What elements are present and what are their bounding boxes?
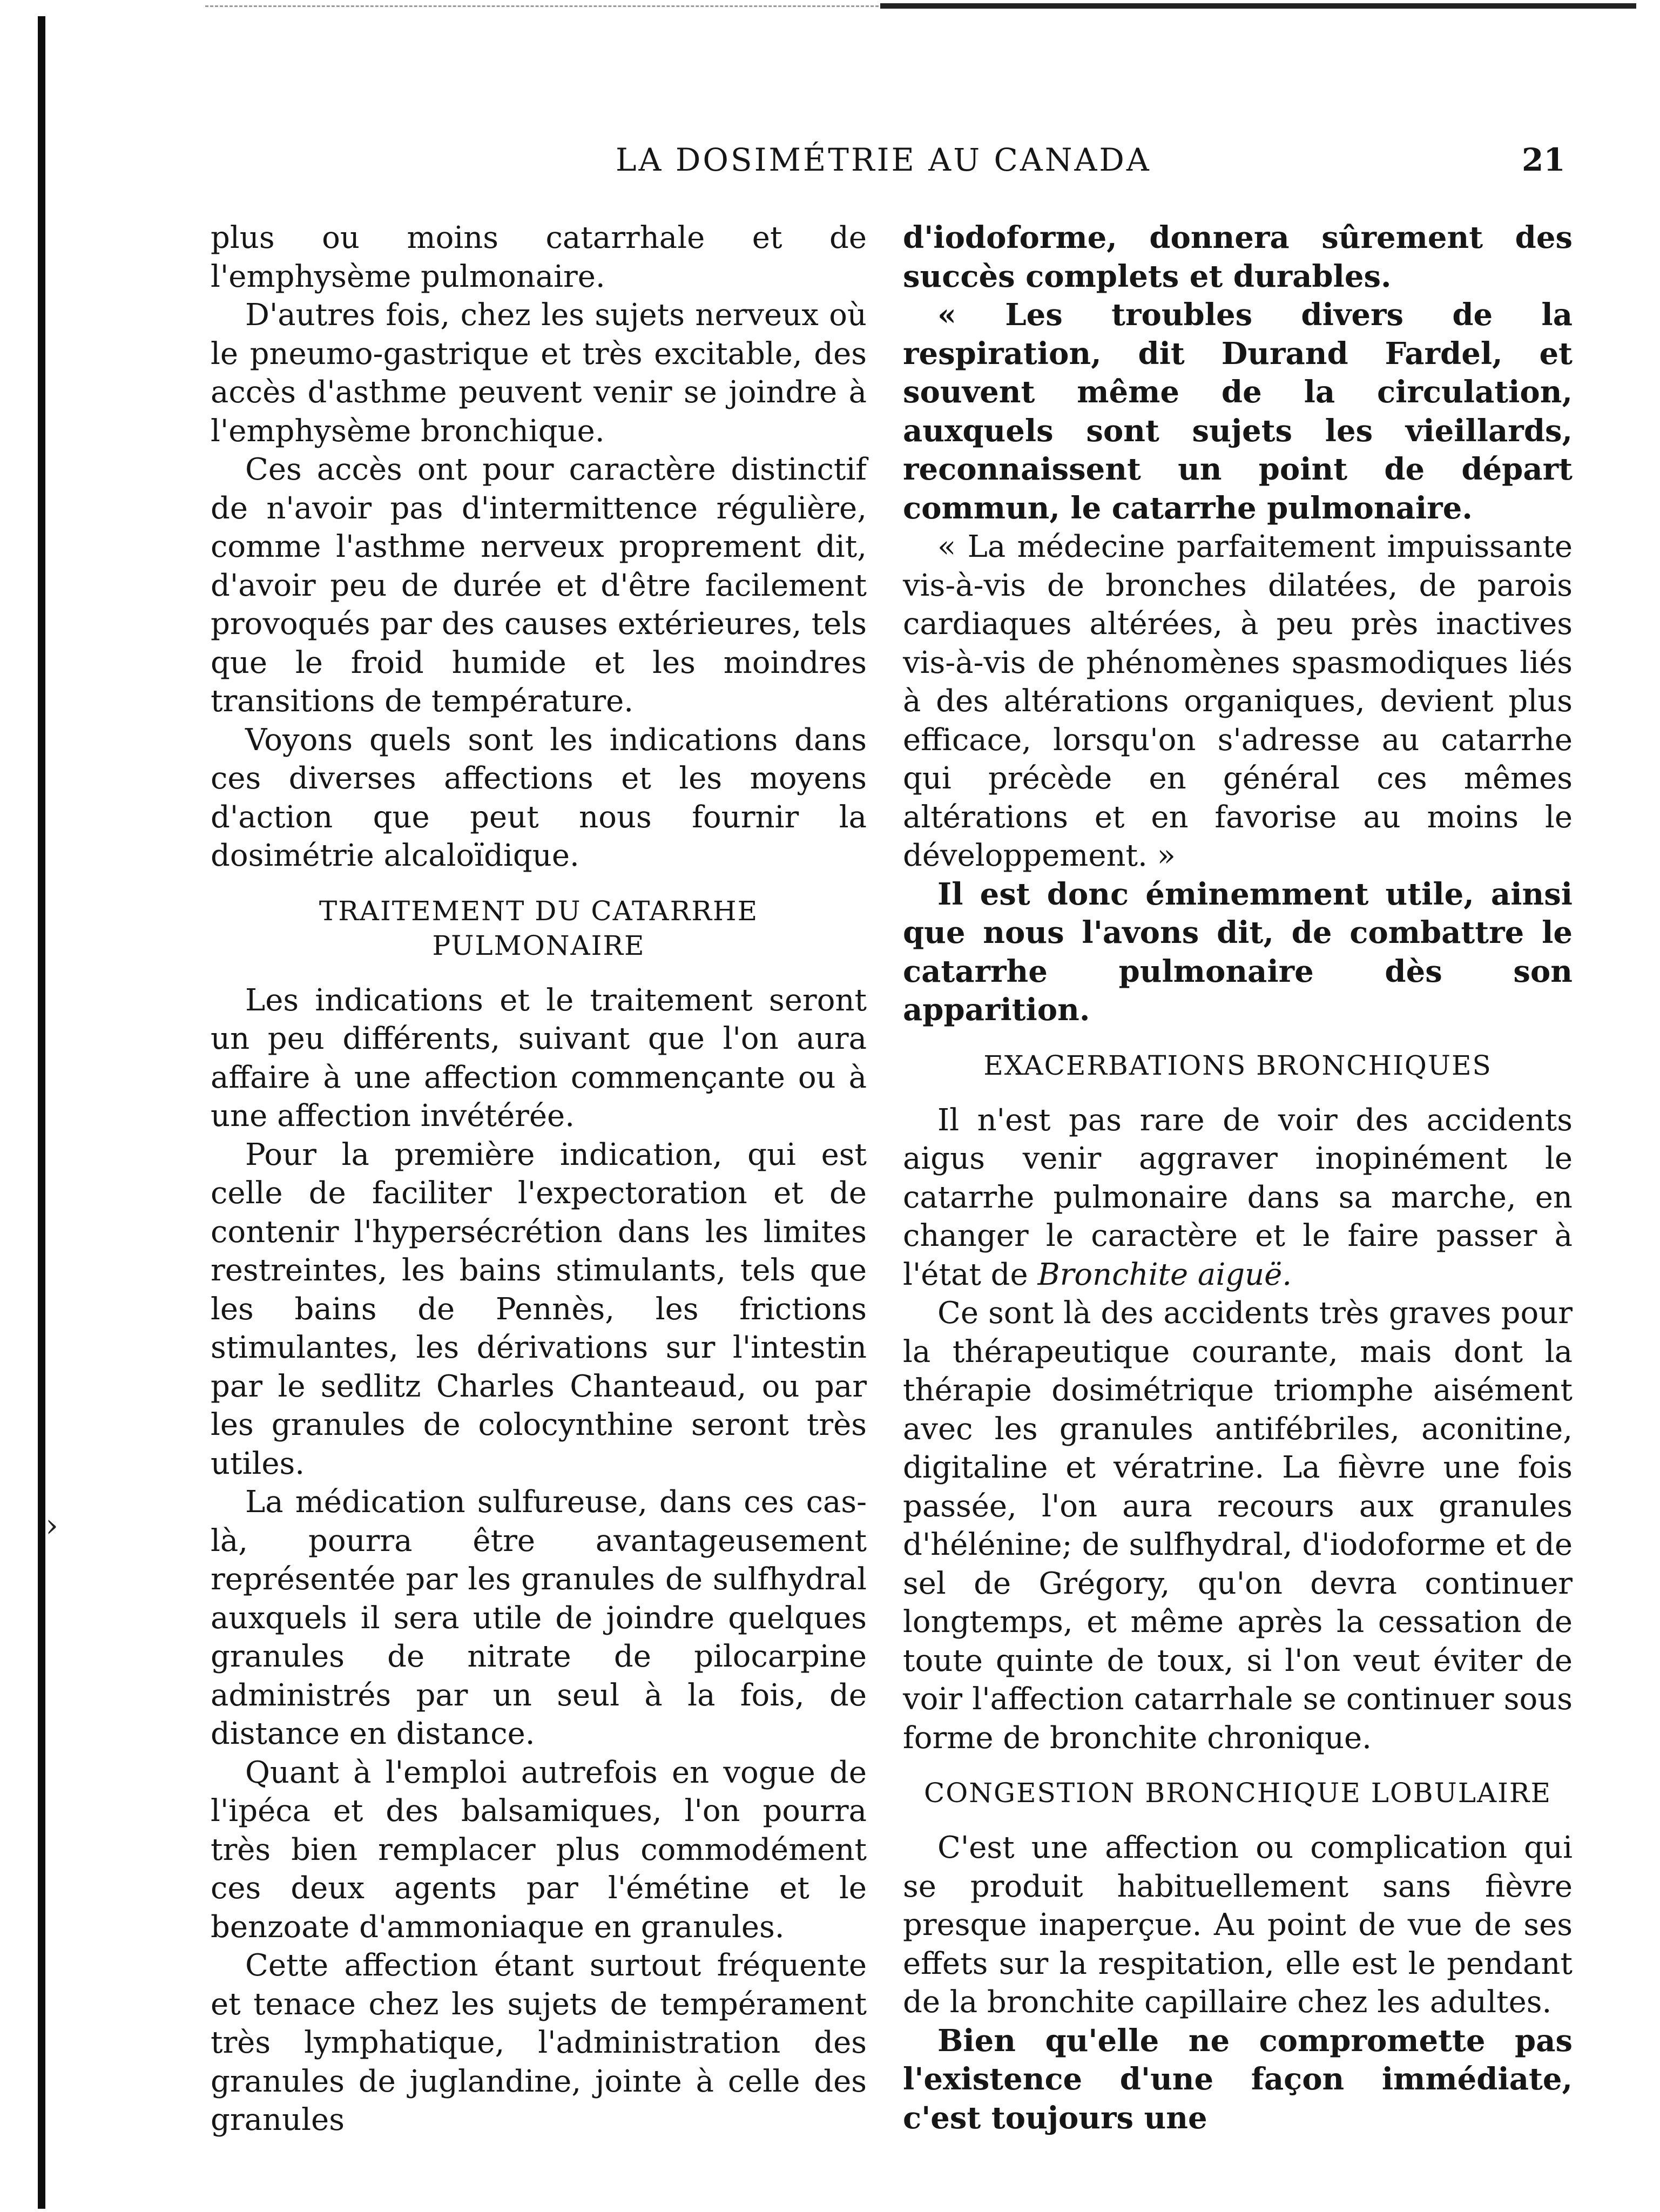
page-number: 21 (1522, 141, 1565, 178)
left-column (211, 219, 867, 2140)
italic-term: Bronchite aiguë. (1037, 1257, 1292, 1292)
section-heading: EXACERBATIONS BRONCHIQUES (983, 1049, 1492, 1081)
margin-mark: › (45, 1507, 58, 1545)
right-column (903, 219, 1573, 2137)
paragraph: Cette affection étant surtout fréquente et tenace chez les sujets de tempérament très lymphatique, l'administration des granules de juglandine, jointe à celle des granules (211, 1948, 867, 2137)
paragraph: Pour la première indication, qui est celle de faciliter l'expectoration et de contenir l'hypersécrétion dans les limites restreintes, les bains stimulants, tels que les bains de Pennès, les frictions stimulantes, les dérivations sur l'intestin par le sedlitz Charles Chanteaud, ou par les granules de colocynthine seront très utiles. (211, 1137, 867, 1481)
section-heading: CONGESTION BRONCHIQUE LOBULAIRE (924, 1777, 1551, 1809)
paragraph: Quant à l'emploi autrefois en vogue de l'ipéca et des balsamiques, l'on pourra très bien remplacer plus commodément ces deux agents par l'émétine et le benzoate d'ammoniaque en granules. (211, 1755, 867, 1945)
paragraph: Ces accès ont pour caractère distinctif de n'avoir pas d'intermittence régulière, comme l'asthme nerveux proprement dit, d'avoir peu de durée et d'être facilement provoqués par des causes extérieures, tels que le froid humide et les moindres transitions de température. (211, 452, 867, 719)
paragraph: La médication sulfureuse, dans ces cas-là, pourra être avantageusement représentée par les granules de sulfhydral auxquels il sera utile de joindre quelques granules de nitrate de pilocarpine administrés par un seul à la fois, de distance en distance. (211, 1485, 867, 1751)
scan-edge-dark (880, 3, 1636, 9)
paragraph: D'autres fois, chez les sujets nerveux où le pneumo-gastrique et très excitable, des accès d'asthme peuvent venir se joindre à l'emphysème bronchique. (211, 298, 867, 449)
running-header: LA DOSIMÉTRIE AU CANADA (616, 141, 1151, 178)
paragraph: Il est donc éminemment utile, ainsi que nous l'avons dit, de combattre le catarrhe pulmonaire dès son apparition. (903, 876, 1573, 1028)
paragraph: d'iodoforme, donnera sûrement des succès complets et durables. (903, 220, 1573, 294)
section-heading: TRAITEMENT DU CATARRHE PULMONAIRE (319, 895, 759, 961)
paragraph: Voyons quels sont les indications dans ces diverses affections et les moyens d'action que peut nous fournir la dosimétrie alcaloïdique. (211, 722, 867, 873)
paragraph: C'est une affection ou complication qui se produit habituellement sans fièvre presque inaperçue. Au point de vue de ses effets sur la respitation, elle est le pendant de la bronchite capillaire chez les adultes. (903, 1830, 1573, 2020)
paragraph-text: Il n'est pas rare de voir des accidents aigus venir aggraver inopinément le catarrhe pulmonaire dans sa marche, en changer le caractère et le faire passer à l'état de (903, 1102, 1573, 1292)
quote-paragraph: « Les troubles divers de la respiration, dit Durand Fardel, et souvent même de la circulation, auxquels sont sujets les vieillards, reconnaissent un point de départ commun, le catarrhe pulmonaire. (903, 297, 1573, 526)
top-scan-edge (205, 2, 1636, 6)
paragraph: Ce sont là des accidents très graves pour la thérapeutique courante, mais dont la thérapie dosimétrique triomphe aisément avec les granules antifébriles, aconitine, digitaline et vératrine. La fièvre une fois passée, l'on aura recours aux granules d'hélénine; de sulfhydral, d'iodoforme et de sel de Grégory, qu'on devra continuer longtemps, et même après la cessation de toute quinte de toux, si l'on veut éviter de voir l'affection catarrhale se continuer sous forme de bronchite chronique. (903, 1296, 1573, 1756)
paragraph: Les indications et le traitement seront un peu différents, suivant que l'on aura affaire à une affection commençante ou à une affection invétérée. (211, 982, 867, 1134)
paragraph: plus ou moins catarrhale et de l'emphysème pulmonaire. (211, 220, 867, 294)
page-binding-edge (38, 16, 45, 2209)
paragraph: Bien qu'elle ne compromette pas l'existence d'une façon immédiate, c'est toujours une (903, 2022, 1573, 2136)
paragraph (903, 1101, 1573, 1294)
quote-paragraph: « La médecine parfaitement impuissante vis-à-vis de bronches dilatées, de parois cardiaques altérées, à peu près inactives vis-à-vis de phénomènes spasmodiques liés à des altérations organiques, devient plus efficace, lorsqu'on s'adresse au catarrhe qui précède en général ces mêmes altérations et en favorise au moins le développement. » (903, 529, 1573, 873)
